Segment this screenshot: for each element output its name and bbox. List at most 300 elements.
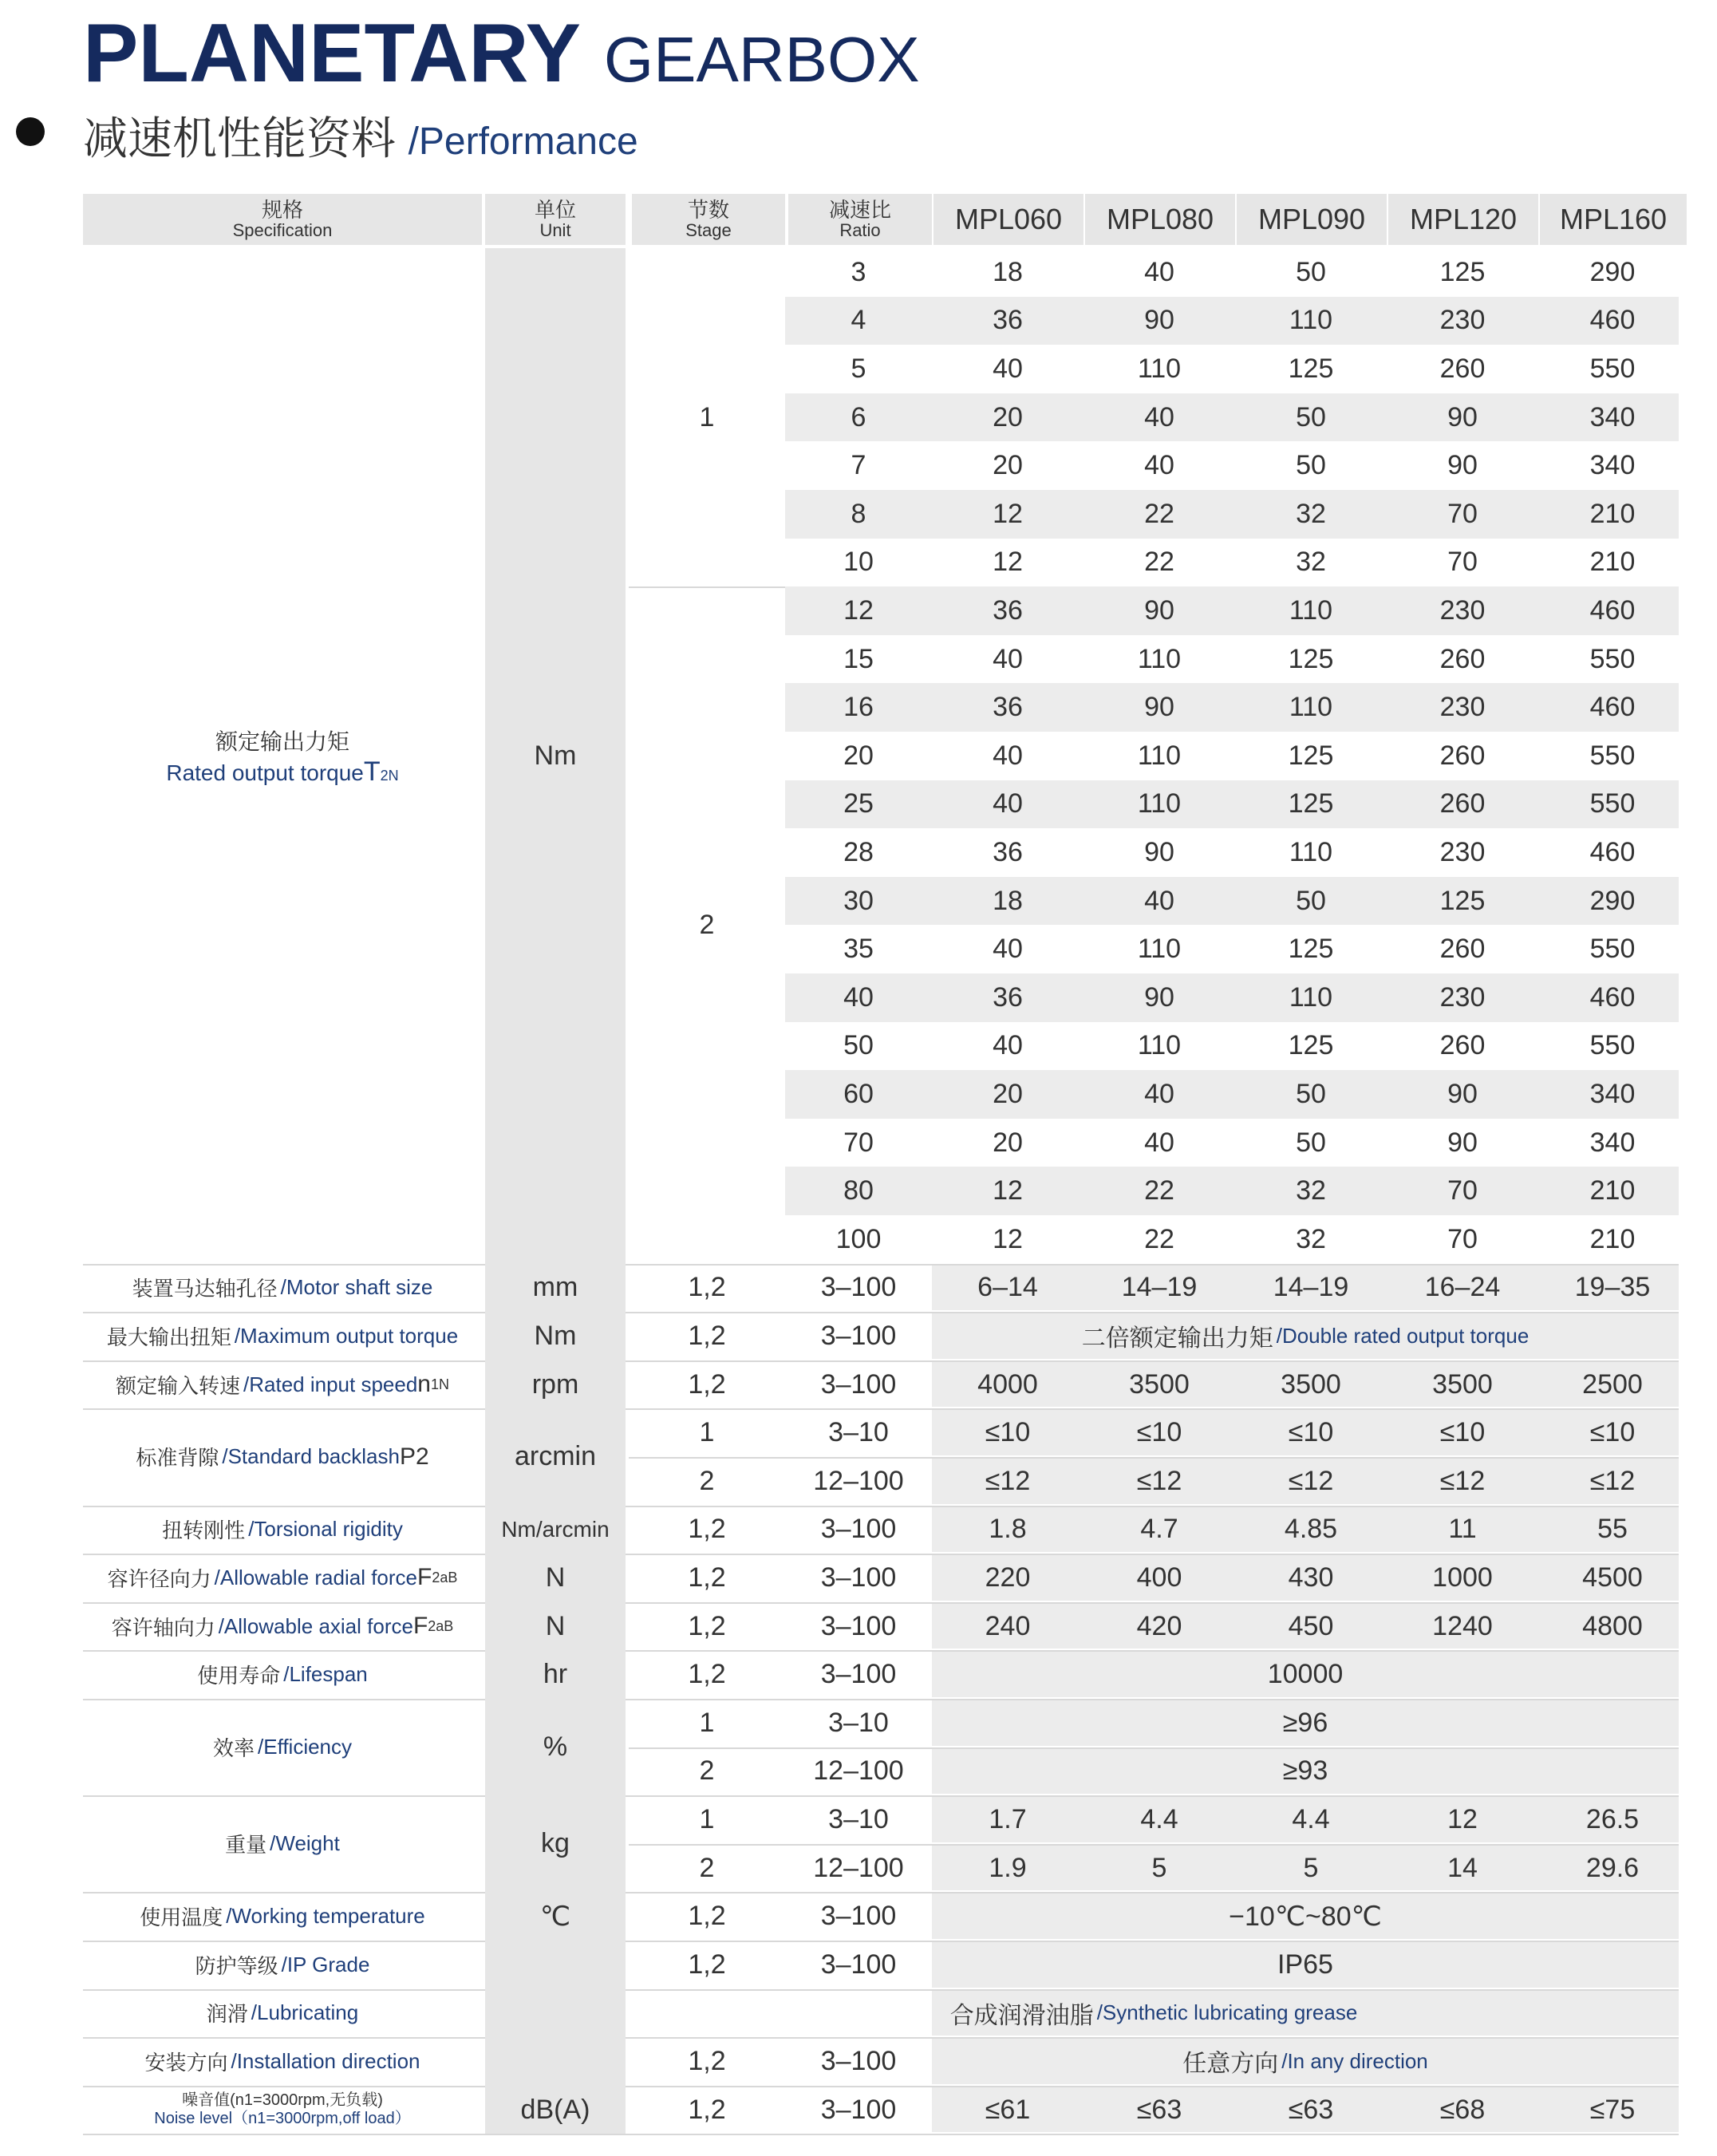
torque-value: 550 [1589,353,1636,384]
rated-torque-label-zh: 额定输出力矩 [215,729,349,754]
torque-value: 90 [1144,305,1174,336]
spec-value: 29.6 [1585,1852,1640,1883]
spec-label [83,1360,482,1409]
ratio-cell: 3 [851,256,866,287]
header-ratio-en: Ratio [839,220,881,241]
torque-value: 260 [1439,353,1486,384]
torque-value: 70 [1447,547,1478,578]
spec-value: 5 [1151,1852,1167,1883]
torque-symbol: T [363,756,381,787]
stage-cell: 1 [699,401,715,432]
torque-value: 36 [993,692,1023,723]
header-unit-zh: 单位 [534,197,576,222]
torque-value: 70 [1447,1223,1478,1254]
spec-value: ≤10 [985,1417,1031,1448]
spec-value: 450 [1288,1610,1334,1641]
spec-value: 1.9 [989,1852,1027,1883]
spec-value: ≤10 [1136,1417,1182,1448]
torque-value: 550 [1589,643,1636,674]
rated-torque-label-en: Rated output torqueT2N [166,756,399,787]
ratio-cell: 35 [843,934,874,965]
spec-label [83,1650,482,1699]
spec-label-zh: 容许轴向力 [111,1615,215,1640]
spec-value: 6–14 [977,1272,1038,1303]
spec-label-zh: 扭转刚性 [162,1518,246,1543]
torque-value: 230 [1439,594,1486,626]
spec-label-zh: 噪音值(n1=3000rpm,无负载) [182,2091,383,2110]
spec-label-en: /Installation direction [231,2048,420,2073]
spec-span-value: ≥96 [1282,1707,1328,1738]
spec-unit: kg [485,1795,626,1892]
bullet-icon [16,117,45,146]
torque-value: 40 [993,788,1023,819]
torque-value: 125 [1288,1030,1334,1061]
torque-value: 125 [1439,885,1486,916]
span-value-en: /Double rated output torque [1276,1323,1530,1348]
torque-value: 90 [1144,836,1174,867]
header-spec-en: Specification [232,220,333,241]
spec-value: ≤75 [1589,2094,1636,2125]
torque-value: 50 [1296,1078,1326,1109]
page-title [83,8,920,99]
spec-value: 4.4 [1140,1803,1178,1834]
spec-symbol: F [417,1564,432,1591]
spec-value: 14–19 [1121,1272,1198,1303]
header-spec-zh: 规格 [261,197,303,222]
torque-value: 260 [1439,1030,1486,1061]
torque-value: 550 [1589,740,1636,771]
ratio-cell: 3–100 [820,1610,897,1641]
ratio-cell: 3–100 [820,1514,897,1545]
ratio-cell: 50 [843,1030,874,1061]
ratio-cell: 7 [851,450,866,481]
spec-value: 14 [1447,1852,1478,1883]
stage-cell: 1,2 [688,1901,726,1932]
torque-value: 125 [1439,256,1486,287]
spec-unit: hr [485,1650,626,1699]
torque-value: 460 [1589,594,1636,626]
section-subtitle [83,104,638,168]
torque-value: 210 [1589,547,1636,578]
torque-value: 40 [1144,885,1174,916]
torque-symbol-sub: 2N [380,767,399,784]
stage-cell: 1,2 [688,1272,726,1303]
spec-span-value [932,1312,1679,1360]
torque-value: 110 [1137,740,1182,771]
ratio-cell: 28 [843,836,874,867]
header-model: MPL080 [1085,194,1235,245]
torque-value: 210 [1589,1175,1636,1206]
torque-value: 22 [1144,547,1174,578]
spec-label-en: /Rated input speed [243,1372,418,1396]
span-value-zh: 二倍额定输出力矩 [1081,1325,1273,1352]
spec-symbol-sub: 1N [430,1376,449,1392]
ratio-cell: 3–100 [820,1659,897,1690]
spec-value: 3500 [1432,1368,1493,1400]
header-stage-en: Stage [685,220,732,241]
spec-label-zh: 最大输出扭矩 [106,1325,231,1349]
torque-value: 110 [1289,836,1333,867]
header-ratio [788,194,932,245]
torque-value: 125 [1288,788,1334,819]
torque-value: 230 [1439,305,1486,336]
spec-value: 4.7 [1140,1514,1178,1545]
torque-value: 40 [1144,1127,1174,1158]
span-value-en: /In any direction [1281,2048,1428,2073]
spec-symbol-sub: 2aB [432,1569,458,1585]
spec-value: 4500 [1582,1562,1643,1593]
torque-value: 110 [1289,692,1333,723]
ratio-cell: 5 [851,353,866,384]
spec-span-value [629,1989,1679,2038]
title-bold: PLANETARY [83,7,581,100]
spec-value: 19–35 [1574,1272,1651,1303]
torque-value: 70 [1447,1175,1478,1206]
spec-value: 5 [1303,1852,1319,1883]
spec-value: 3500 [1129,1368,1190,1400]
spec-value: ≤12 [1589,1465,1636,1496]
torque-value: 50 [1296,1127,1326,1158]
spec-value: 240 [985,1610,1031,1641]
spec-label-zh: 使用寿命 [197,1664,281,1688]
header-stage [632,194,785,245]
torque-value: 12 [993,547,1023,578]
ratio-cell: 6 [851,401,866,432]
stage-cell: 1,2 [688,1368,726,1400]
ratio-cell: 25 [843,788,874,819]
spec-label [83,1264,482,1313]
spec-value: 1.8 [989,1514,1027,1545]
torque-value: 550 [1589,934,1636,965]
ratio-cell: 3–100 [820,2094,897,2125]
spec-label-zh: 重量 [225,1833,267,1858]
torque-value: 90 [1447,401,1478,432]
spec-label-en: /Lifespan [283,1662,368,1687]
spec-unit: Nm [485,1312,626,1360]
spec-value: 420 [1136,1610,1182,1641]
spec-unit [485,2037,626,2086]
header-unit-en: Unit [539,220,571,241]
spec-value: 1000 [1432,1562,1493,1593]
spec-value: 430 [1288,1562,1334,1593]
torque-value: 110 [1137,353,1182,384]
torque-value: 340 [1589,401,1636,432]
ratio-cell: 30 [843,885,874,916]
stage-cell: 1 [699,1707,715,1738]
torque-value: 110 [1137,1030,1182,1061]
torque-value: 110 [1289,305,1333,336]
ratio-cell: 70 [843,1127,874,1158]
spec-label-en: /Allowable radial force [214,1565,417,1589]
spec-label [83,1795,482,1892]
spec-value: ≤12 [1439,1465,1486,1496]
ratio-cell: 3–100 [820,1272,897,1303]
rated-torque-label [83,248,482,1264]
torque-value: 125 [1288,353,1334,384]
spec-unit: mm [485,1264,626,1313]
stage-cell: 1,2 [688,1562,726,1593]
spec-label-en: /Working temperature [226,1904,425,1929]
stage-cell: 1,2 [688,1610,726,1641]
torque-value: 210 [1589,498,1636,529]
spec-span-value: −10℃~80℃ [1229,1901,1382,1932]
spec-label [83,1554,482,1602]
torque-value: 40 [1144,401,1174,432]
ratio-cell: 15 [843,643,874,674]
spec-value: 55 [1597,1514,1628,1545]
ratio-cell: 3–100 [820,1562,897,1593]
row-divider [83,2134,1679,2135]
header-model: MPL060 [933,194,1083,245]
torque-value: 460 [1589,981,1636,1013]
torque-value: 40 [1144,256,1174,287]
torque-value: 125 [1288,740,1334,771]
spec-value: ≤12 [1288,1465,1334,1496]
spec-value: ≤12 [985,1465,1031,1496]
ratio-cell: 3–100 [820,1901,897,1932]
torque-value: 260 [1439,740,1486,771]
torque-value: 50 [1296,256,1326,287]
spec-label-en: /Efficiency [258,1735,353,1759]
torque-value: 290 [1589,256,1636,287]
ratio-cell: 4 [851,305,866,336]
title-light: GEARBOX [603,24,920,95]
torque-value: 340 [1589,450,1636,481]
stage-cell: 1,2 [688,2094,726,2125]
spec-value: 220 [985,1562,1031,1593]
spec-label [83,1989,482,2038]
ratio-cell: 3–100 [820,1368,897,1400]
torque-value: 12 [993,1175,1023,1206]
spec-label-zh: 标准背隙 [136,1446,219,1471]
spec-value: 3500 [1281,1368,1341,1400]
torque-value: 70 [1447,498,1478,529]
torque-value: 22 [1144,1223,1174,1254]
subtitle-en: /Performance [408,120,638,163]
torque-value: 260 [1439,934,1486,965]
torque-value: 125 [1288,934,1334,965]
torque-value: 20 [993,401,1023,432]
spec-value: ≤12 [1136,1465,1182,1496]
spec-symbol: P2 [399,1443,429,1470]
header-spec [83,194,482,245]
torque-value: 32 [1296,547,1326,578]
spec-unit: N [485,1554,626,1602]
spec-symbol: n [417,1371,431,1398]
torque-value: 22 [1144,1175,1174,1206]
spec-symbol: F [412,1613,428,1640]
spec-label-en: /Lubricating [251,2000,359,2025]
torque-value: 40 [993,934,1023,965]
torque-value: 36 [993,305,1023,336]
torque-value: 460 [1589,836,1636,867]
spec-value: 12 [1447,1803,1478,1834]
stage-cell: 1,2 [688,1659,726,1690]
spec-unit: rpm [485,1360,626,1409]
spec-value: ≤10 [1439,1417,1486,1448]
torque-value: 40 [1144,450,1174,481]
spec-label [83,2086,482,2134]
spec-value: ≤63 [1136,2094,1182,2125]
spec-value: 26.5 [1585,1803,1640,1834]
ratio-cell: 40 [843,981,874,1013]
torque-value: 340 [1589,1127,1636,1158]
spec-label-en: /Allowable axial force [218,1613,413,1638]
torque-value: 40 [993,1030,1023,1061]
stage-cell: 1 [699,1803,715,1834]
spec-label-en: /Torsional rigidity [248,1517,403,1542]
spec-label-zh: 装置马达轴孔径 [132,1277,278,1301]
torque-value: 230 [1439,981,1486,1013]
stage-cell: 2 [699,1465,715,1496]
spec-value: 4000 [977,1368,1038,1400]
spec-label [83,2037,482,2086]
torque-value: 460 [1589,305,1636,336]
torque-value: 40 [1144,1078,1174,1109]
torque-value: 340 [1589,1078,1636,1109]
ratio-cell: 3–100 [820,1949,897,1980]
spec-value: 11 [1448,1514,1477,1545]
spec-label [83,1312,482,1360]
torque-value: 90 [1447,1078,1478,1109]
header-ratio-zh: 减速比 [828,197,891,222]
stage-cell: 1,2 [688,1514,726,1545]
ratio-cell: 8 [851,498,866,529]
ratio-cell: 3–10 [828,1707,889,1738]
spec-value: ≤68 [1439,2094,1486,2125]
torque-value: 90 [1447,1127,1478,1158]
torque-value: 36 [993,594,1023,626]
spec-label-en: /IP Grade [281,1952,370,1976]
header-unit [485,194,626,245]
torque-value: 230 [1439,836,1486,867]
spec-unit: dB(A) [485,2086,626,2134]
stage-cell: 2 [699,909,715,940]
span-value-zh: 合成润滑油脂 [949,2002,1094,2029]
torque-value: 90 [1144,692,1174,723]
torque-value: 110 [1137,788,1182,819]
spec-unit [485,1941,626,1989]
spec-label-zh: 使用温度 [140,1905,223,1930]
spec-span-value: 10000 [1267,1659,1344,1690]
span-value-en: /Synthetic lubricating grease [1096,2000,1358,2025]
spec-span-value: ≥93 [1282,1755,1328,1787]
torque-value: 50 [1296,450,1326,481]
spec-label [83,1602,482,1651]
spec-unit: arcmin [485,1408,626,1505]
spec-label-en: /Motor shaft size [280,1275,433,1300]
spec-value: 1240 [1432,1610,1493,1641]
stage-cell: 1 [699,1417,715,1448]
ratio-cell: 80 [843,1175,874,1206]
ratio-cell: 12–100 [813,1755,904,1787]
torque-value: 230 [1439,692,1486,723]
torque-value: 36 [993,981,1023,1013]
torque-value: 12 [993,1223,1023,1254]
rated-torque-unit: Nm [485,248,626,1264]
spec-label [83,1699,482,1795]
torque-value: 40 [993,353,1023,384]
torque-value: 12 [993,498,1023,529]
spec-value: 400 [1136,1562,1182,1593]
torque-value: 40 [993,643,1023,674]
torque-value: 210 [1589,1223,1636,1254]
spec-value: ≤10 [1589,1417,1636,1448]
spec-value: ≤63 [1288,2094,1334,2125]
torque-value: 50 [1296,885,1326,916]
spec-unit [485,1989,626,2038]
spec-value: 14–19 [1273,1272,1349,1303]
spec-unit: ℃ [485,1892,626,1941]
torque-value: 110 [1289,594,1333,626]
stage-cell: 1,2 [688,2045,726,2076]
ratio-cell: 3–100 [820,2045,897,2076]
spec-unit: N [485,1602,626,1651]
torque-value: 32 [1296,1175,1326,1206]
torque-value: 20 [993,450,1023,481]
torque-value: 460 [1589,692,1636,723]
spec-label-zh: 防护等级 [195,1953,278,1978]
torque-value: 22 [1144,498,1174,529]
spec-label-zh: 润滑 [206,2002,248,2027]
spec-label-zh: 容许径向力 [107,1566,211,1591]
torque-value: 260 [1439,643,1486,674]
stage-cell: 1,2 [688,1949,726,1980]
ratio-cell: 100 [835,1223,882,1254]
spec-value: 4.4 [1292,1803,1330,1834]
ratio-cell: 60 [843,1078,874,1109]
ratio-cell: 3–100 [820,1320,897,1351]
spec-value: 4.85 [1284,1514,1338,1545]
spec-label-en: /Maximum output torque [234,1323,459,1348]
torque-value: 290 [1589,885,1636,916]
spec-value: ≤61 [985,2094,1031,2125]
ratio-cell: 10 [843,547,874,578]
spec-label [83,1506,482,1554]
spec-label [83,1892,482,1941]
spec-label-en: Noise level（n1=3000rpm,off load） [154,2110,411,2128]
ratio-cell: 20 [843,740,874,771]
torque-value: 90 [1447,450,1478,481]
spec-value: ≤10 [1288,1417,1334,1448]
torque-value: 90 [1144,594,1174,626]
spec-label-zh: 效率 [212,1736,255,1761]
torque-value: 50 [1296,401,1326,432]
spec-label [83,1941,482,1989]
subtitle-zh: 减速机性能资料 [83,113,396,164]
spec-span-value: IP65 [1277,1949,1333,1980]
ratio-cell: 16 [843,692,874,723]
spec-unit: % [485,1699,626,1795]
torque-value: 110 [1289,981,1333,1013]
spec-symbol-sub: 2aB [428,1617,454,1634]
torque-value: 40 [993,740,1023,771]
spec-span-value [932,2037,1679,2086]
spec-label-zh: 安装方向 [144,2050,228,2075]
ratio-cell: 3–10 [828,1803,889,1834]
torque-value: 110 [1137,643,1182,674]
stage-cell: 1,2 [688,1320,726,1351]
spec-value: 1.7 [989,1803,1027,1834]
torque-value: 18 [993,256,1023,287]
torque-value: 110 [1137,934,1182,965]
header-model: MPL120 [1388,194,1538,245]
stage-cell: 2 [699,1852,715,1883]
spec-value: 2500 [1582,1368,1643,1400]
torque-value: 18 [993,885,1023,916]
torque-value: 260 [1439,788,1486,819]
torque-value: 90 [1144,981,1174,1013]
